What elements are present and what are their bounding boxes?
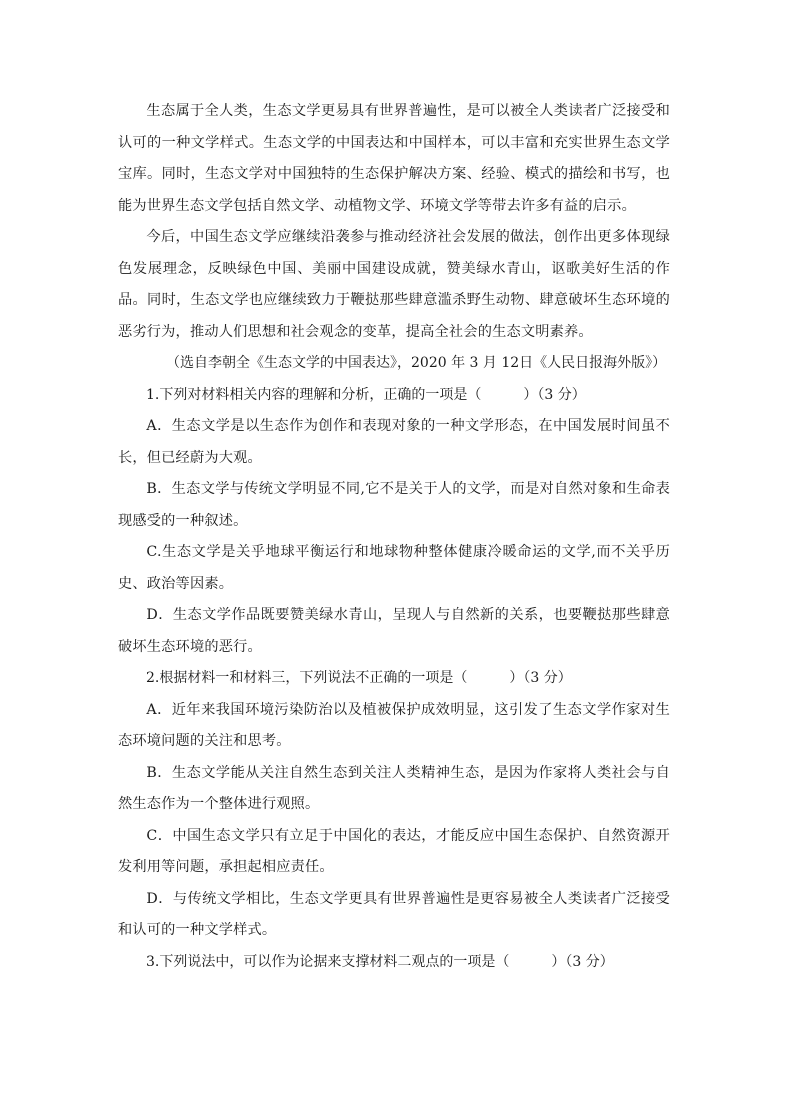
question-1-option-a: A．生态文学是以生态作为创作和表现对象的一种文学形态，在中国发展时间虽不长，但已经蔚为大观。	[118, 418, 670, 466]
question-1-option-c: C.生态文学是关乎地球平衡运行和地球物种整体健康冷暖命运的文学,而不关乎历史、政治等因素。	[118, 544, 670, 592]
question-2-stem: 2.根据材料一和材料三，下列说法不正确的一项是（ ）（3 分）	[146, 670, 572, 686]
question-1-option-d: D．生态文学作品既要赞美绿水青山，呈现人与自然新的关系，也要鞭挞那些肆意破坏生态环境的恶行。	[118, 607, 670, 655]
question-2-option-d: D．与传统文学相比，生态文学更具有世界普遍性是更容易被全人类读者广泛接受和认可的一种文学样式。	[118, 890, 670, 938]
question-2-option-c: C．中国生态文学只有立足于中国化的表达，才能反应中国生态保护、自然资源开发利用等问题，承担起相应责任。	[118, 827, 670, 875]
question-3	[118, 947, 670, 979]
question-1-option-b: B．生态文学与传统文学明显不同,它不是关于人的文学，而是对自然对象和生命表现感受的一种叙述。	[118, 481, 670, 529]
passage-paragraph-1: 生态属于全人类，生态文学更易具有世界普遍性，是可以被全人类读者广泛接受和认可的一种文学样式。生态文学的中国表达和中国样本，可以丰富和充实世界生态文学宝库。同时，生态文学对中国独特的生态保护解决方案、经验、模式的描绘和书写，也能为世界生态文学包括自然文学、动植物文学、环境文学等带去许多有益的启示。	[118, 103, 670, 214]
question-3-stem: 3.下列说法中，可以作为论据来支撑材料二观点的一项是（ ）（3 分）	[146, 953, 614, 970]
question-1	[118, 380, 670, 664]
passage-paragraph-2: 今后，中国生态文学应继续沿袭参与推动经济社会发展的做法，创作出更多体现绿色发展理念，反映绿色中国、美丽中国建设成就，赞美绿水青山，讴歌美好生活的作品。同时，生态文学也应继续致力于鞭挞那些肆意滥杀野生动物、肆意破坏生态环境的恶劣行为，推动人们思想和社会观念的变革，提高全社会的生态文明素养。	[118, 229, 670, 340]
passage-source: （选自李朝全《生态文学的中国表达》，2020 年 3 月 12日《人民日报海外版》）	[166, 355, 667, 371]
document-content	[118, 96, 670, 978]
question-2-option-b: B．生态文学能从关注自然生态到关注人类精神生态，是因为作家将人类社会与自然生态作为一个整体进行观照。	[118, 764, 670, 812]
question-2	[118, 663, 670, 947]
question-2-option-a: A．近年来我国环境污染防治以及植被保护成效明显，这引发了生态文学作家对生态环境问题的关注和思考。	[118, 701, 670, 749]
question-1-stem: 1.下列对材料相关内容的理解和分析，正确的一项是（ ）（3 分）	[146, 386, 586, 403]
